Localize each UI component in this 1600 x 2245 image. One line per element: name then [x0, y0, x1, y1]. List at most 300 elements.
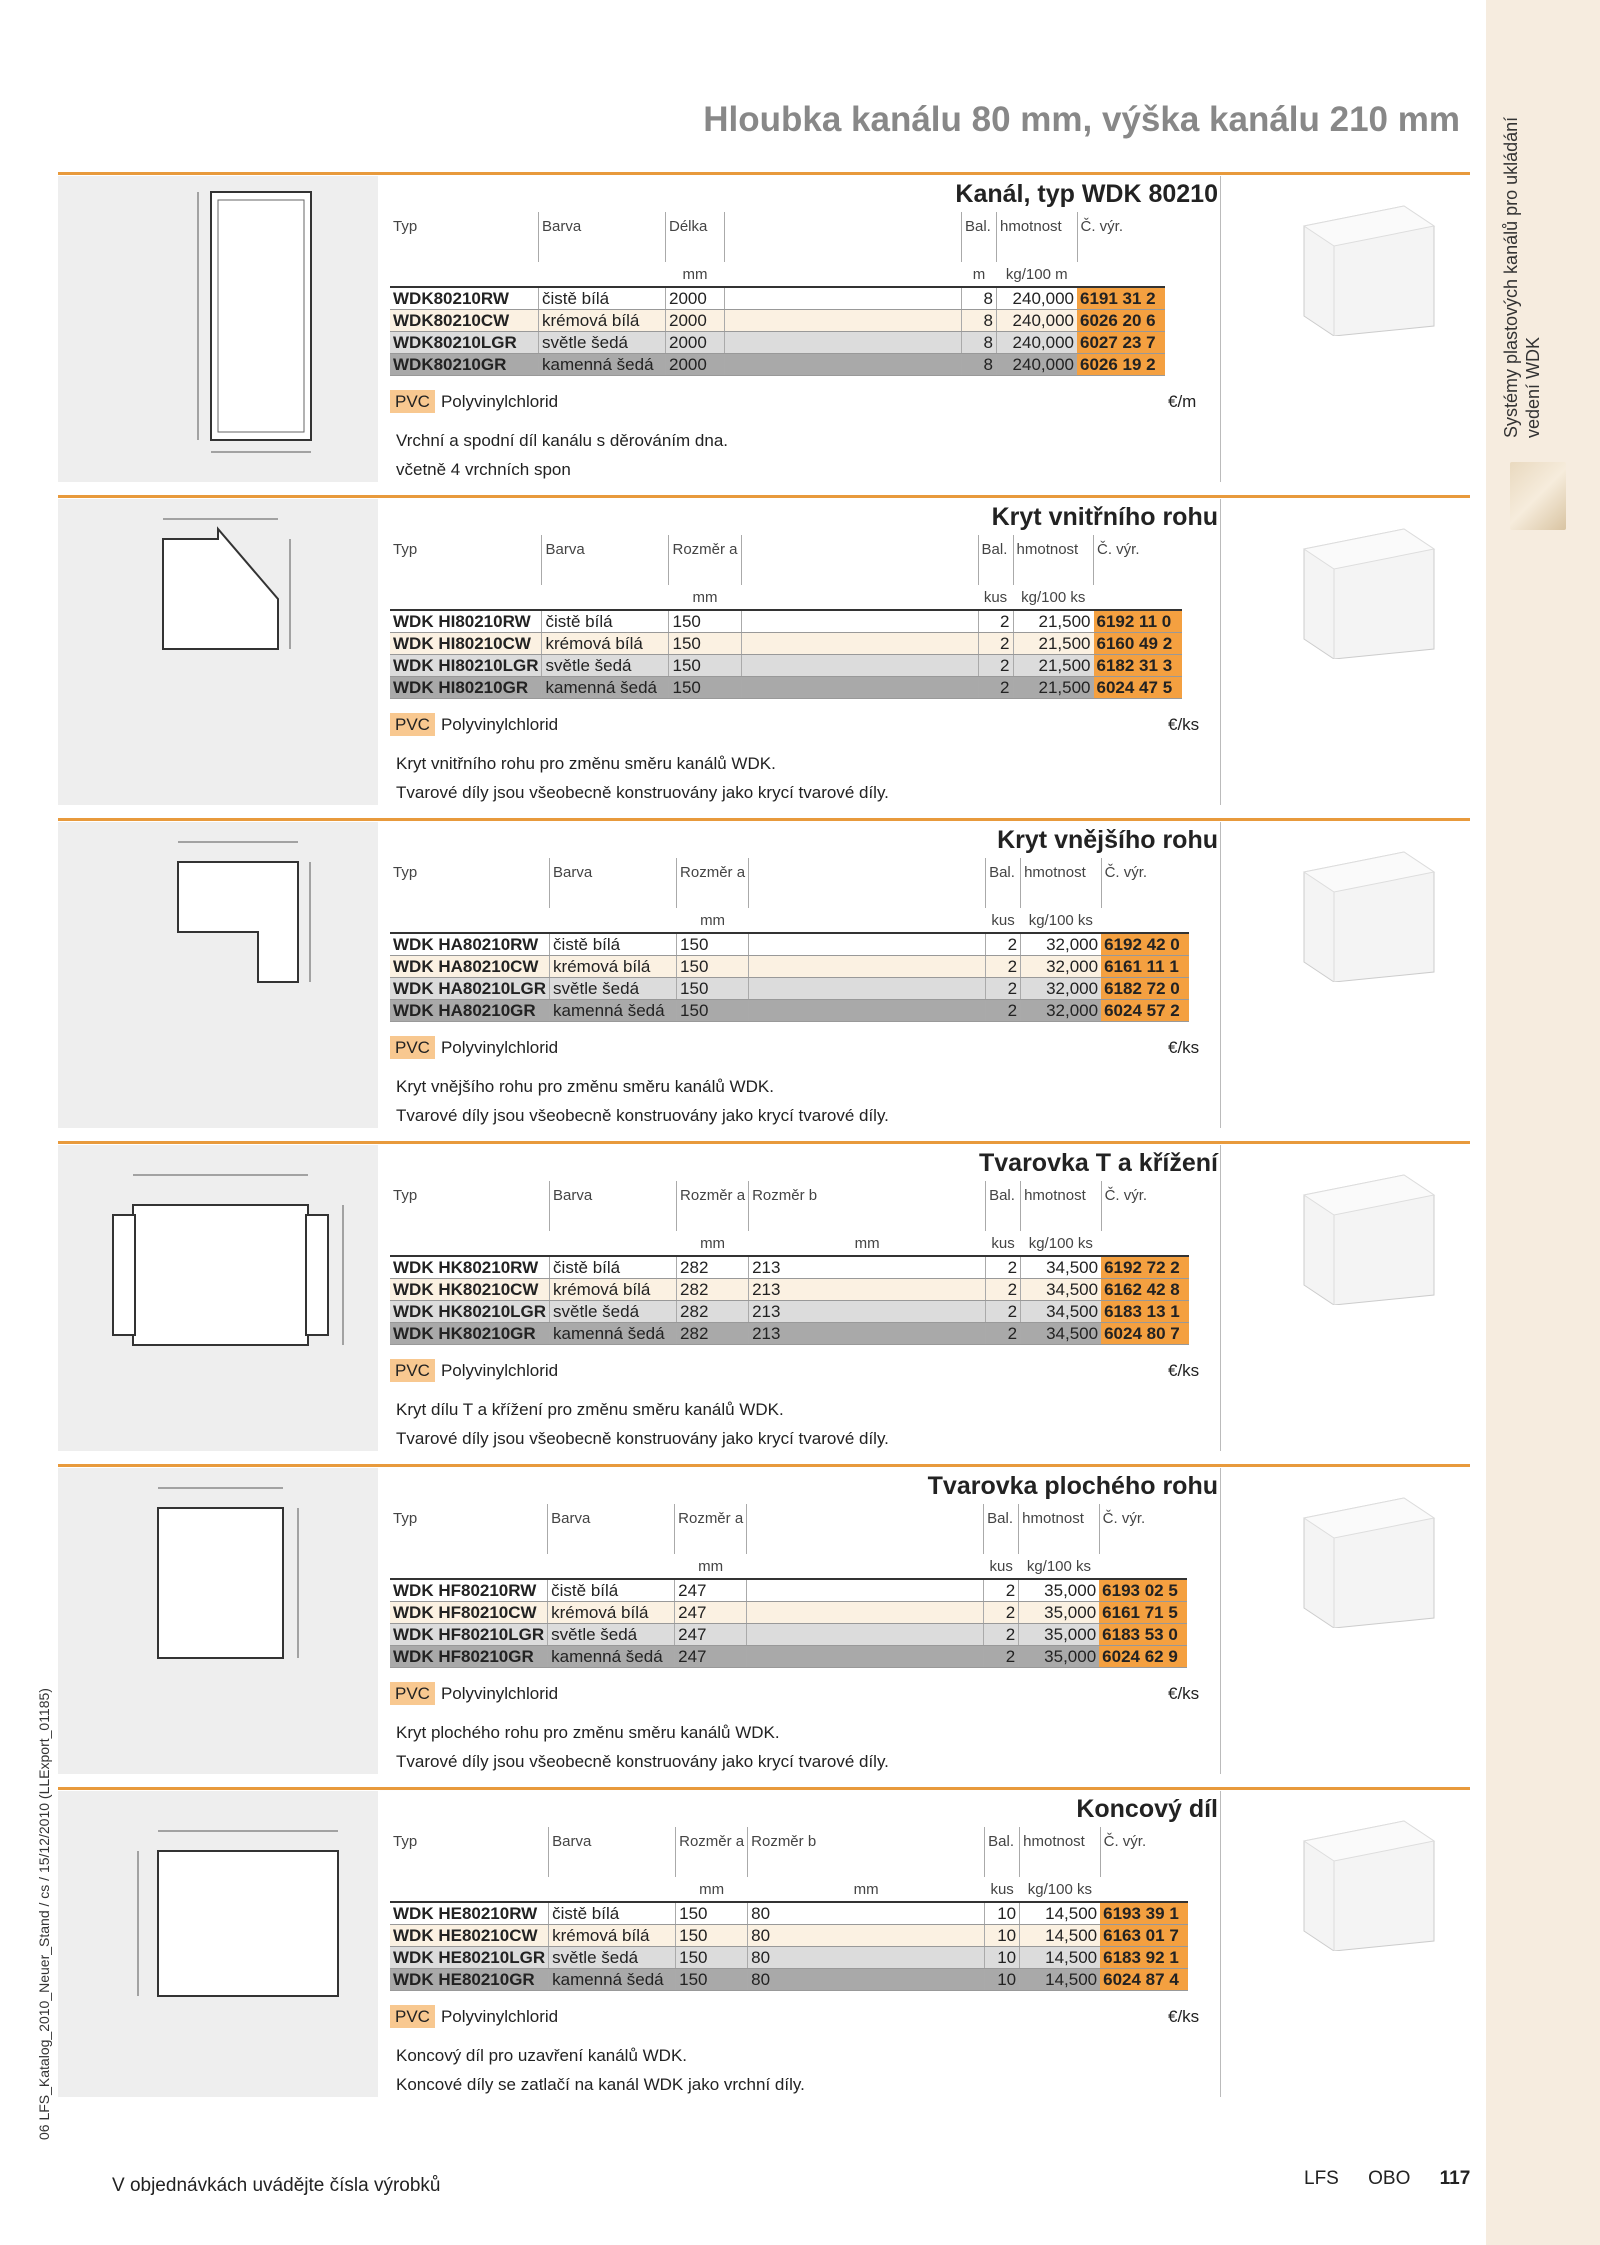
photo-divider	[1220, 1145, 1221, 1451]
dimension-b: 213	[749, 1323, 986, 1345]
weight: 35,000	[1019, 1602, 1100, 1624]
package-qty: 2	[986, 1279, 1021, 1301]
package-qty: 2	[986, 1256, 1021, 1279]
column-header: Rozměr a	[676, 1827, 748, 1877]
description-line: Vrchní a spodní díl kanálu s děrováním dna.	[396, 431, 729, 450]
column-header: hmotnost	[1021, 858, 1102, 908]
column-unit	[747, 1554, 984, 1579]
weight: 34,500	[1021, 1279, 1102, 1301]
column-header: Barva	[550, 1181, 677, 1231]
product-type: WDK HE80210CW	[390, 1925, 549, 1947]
weight: 14,500	[1020, 1947, 1101, 1969]
dimension-b	[749, 978, 986, 1000]
table-row	[390, 1579, 1187, 1602]
column-header: Typ	[393, 1833, 418, 1850]
column-unit: kus	[986, 1231, 1021, 1256]
dimension-a: 150	[676, 1925, 748, 1947]
section-title: Koncový díl	[1076, 1795, 1218, 1823]
product-type: WDK HK80210GR	[390, 1323, 550, 1345]
column-unit	[549, 1877, 676, 1902]
material-line	[390, 1361, 558, 1381]
column-unit: kus	[978, 585, 1013, 610]
table-row	[390, 1602, 1187, 1624]
package-qty: 8	[962, 332, 997, 354]
table-row	[390, 1902, 1188, 1925]
column-header: Rozměr b	[749, 1181, 986, 1231]
product-type: WDK HA80210LGR	[390, 978, 550, 1000]
side-label: Systémy plastových kanálů pro ukládání vedení WDK	[1501, 116, 1543, 438]
product-table	[390, 858, 1189, 1022]
package-qty: 8	[962, 354, 997, 376]
product-color: kamenná šedá	[550, 1000, 677, 1022]
package-qty: 2	[984, 1624, 1019, 1646]
table-row	[390, 1624, 1187, 1646]
article-number: 6193 39 1	[1100, 1902, 1188, 1925]
table-row	[390, 610, 1182, 633]
description	[396, 426, 728, 484]
article-number: 6192 42 0	[1101, 933, 1189, 956]
page-number: 117	[1439, 2168, 1471, 2189]
dimension-b: 80	[748, 1902, 985, 1925]
dimension-a: 150	[669, 633, 741, 655]
column-unit	[550, 1231, 677, 1256]
description-line: Koncové díly se zatlačí na kanál WDK jako vrchní díly.	[396, 2075, 805, 2094]
column-header: Rozměr b	[748, 1827, 985, 1877]
column-header: Typ	[393, 1510, 418, 1527]
product-color: světle šedá	[539, 332, 666, 354]
table-row	[390, 933, 1189, 956]
article-number: 6027 23 7	[1077, 332, 1165, 354]
price-unit: €/ks	[1168, 1038, 1200, 1057]
dimension-a: 2000	[666, 310, 725, 332]
column-header: Rozměr a	[669, 535, 741, 585]
article-number: 6192 72 2	[1101, 1256, 1189, 1279]
weight: 32,000	[1021, 1000, 1102, 1022]
table-row	[390, 287, 1165, 310]
product-color: kamenná šedá	[548, 1646, 675, 1668]
column-header: Barva	[548, 1504, 675, 1554]
technical-drawing	[58, 1145, 378, 1451]
weight: 35,000	[1019, 1624, 1100, 1646]
material-name: Polyvinylchlorid	[440, 1361, 559, 1380]
dimension-a: 150	[677, 933, 749, 956]
product-type: WDK HI80210LGR	[390, 655, 542, 677]
product-color: krémová bílá	[550, 956, 677, 978]
technical-drawing	[58, 1468, 378, 1774]
weight: 14,500	[1020, 1969, 1101, 1991]
product-type: WDK HF80210GR	[390, 1646, 548, 1668]
weight: 32,000	[1021, 978, 1102, 1000]
product-color: čistě bílá	[550, 933, 677, 956]
dimension-b	[749, 956, 986, 978]
dimension-a: 150	[676, 1969, 748, 1991]
section-divider	[58, 818, 1470, 821]
dimension-a: 2000	[666, 354, 725, 376]
product-photo	[1294, 509, 1444, 659]
column-unit: mm	[669, 585, 741, 610]
article-number: 6161 71 5	[1099, 1602, 1187, 1624]
dimension-b: 213	[749, 1279, 986, 1301]
price-unit: €/ks	[1168, 2007, 1200, 2026]
column-unit: kg/100 ks	[1021, 908, 1102, 933]
column-header: Rozměr a	[677, 1181, 749, 1231]
product-color: krémová bílá	[548, 1602, 675, 1624]
table-row	[390, 1301, 1189, 1323]
package-qty: 2	[978, 633, 1013, 655]
dimension-b: 80	[748, 1947, 985, 1969]
product-type: WDK80210GR	[390, 354, 539, 376]
package-qty: 2	[978, 610, 1013, 633]
article-number: 6183 92 1	[1100, 1947, 1188, 1969]
package-qty: 2	[986, 1301, 1021, 1323]
section-divider	[58, 1787, 1470, 1790]
column-header: Č. výr.	[1077, 212, 1165, 262]
description	[396, 749, 889, 807]
package-qty: 2	[986, 956, 1021, 978]
column-unit: mm	[676, 1877, 748, 1902]
section-title: Kryt vnitřního rohu	[991, 503, 1218, 531]
column-header: Č. výr.	[1094, 535, 1182, 585]
product-photo	[1294, 1801, 1444, 1951]
table-row	[390, 956, 1189, 978]
dimension-b	[747, 1646, 984, 1668]
article-number: 6026 19 2	[1077, 354, 1165, 376]
product-type: WDK HA80210RW	[390, 933, 550, 956]
table-row	[390, 978, 1189, 1000]
description-line: Tvarové díly jsou všeobecně konstruovány jako krycí tvarové díly.	[396, 1429, 889, 1448]
column-unit	[1101, 908, 1189, 933]
column-unit	[390, 262, 539, 287]
column-unit: mm	[675, 1554, 747, 1579]
weight: 35,000	[1019, 1646, 1100, 1668]
weight: 14,500	[1020, 1925, 1101, 1947]
column-header: Č. výr.	[1101, 1181, 1189, 1231]
column-header: Délka	[666, 212, 725, 262]
column-unit: kus	[984, 1554, 1019, 1579]
weight: 240,000	[997, 310, 1078, 332]
description	[396, 2041, 805, 2099]
product-color: krémová bílá	[549, 1925, 676, 1947]
table-row	[390, 1323, 1189, 1345]
article-number: 6183 53 0	[1099, 1624, 1187, 1646]
product-color: kamenná šedá	[550, 1323, 677, 1345]
column-unit	[390, 908, 550, 933]
product-section	[58, 818, 1470, 1136]
article-number: 6182 31 3	[1094, 655, 1182, 677]
dimension-a: 282	[677, 1301, 749, 1323]
article-number: 6183 13 1	[1101, 1301, 1189, 1323]
material-line	[390, 715, 558, 735]
product-color: čistě bílá	[542, 610, 669, 633]
dimension-b	[741, 633, 978, 655]
product-color: čistě bílá	[548, 1579, 675, 1602]
column-unit: kus	[986, 908, 1021, 933]
column-unit	[390, 1877, 549, 1902]
dimension-b: 80	[748, 1925, 985, 1947]
weight: 21,500	[1013, 655, 1094, 677]
dimension-a: 247	[675, 1602, 747, 1624]
package-qty: 2	[984, 1646, 1019, 1668]
technical-drawing	[58, 822, 378, 1128]
column-header: Typ	[393, 864, 418, 881]
dimension-b	[741, 655, 978, 677]
description	[396, 1395, 889, 1453]
dimension-b	[749, 1000, 986, 1022]
product-color: kamenná šedá	[539, 354, 666, 376]
product-type: WDK HK80210RW	[390, 1256, 550, 1279]
package-qty: 8	[962, 287, 997, 310]
package-qty: 8	[962, 310, 997, 332]
section-title: Tvarovka plochého rohu	[927, 1472, 1218, 1500]
table-row	[390, 655, 1182, 677]
dimension-a: 247	[675, 1624, 747, 1646]
product-color: krémová bílá	[550, 1279, 677, 1301]
column-header: Bal.	[986, 1181, 1021, 1231]
column-unit: kg/100 m	[997, 262, 1078, 287]
weight: 21,500	[1013, 677, 1094, 699]
product-table	[390, 535, 1182, 699]
photo-divider	[1220, 176, 1221, 482]
dimension-b	[747, 1579, 984, 1602]
column-unit	[1099, 1554, 1187, 1579]
product-table	[390, 1181, 1189, 1345]
column-unit	[550, 908, 677, 933]
description-line: Koncový díl pro uzavření kanálů WDK.	[396, 2046, 688, 2065]
product-type: WDK HE80210RW	[390, 1902, 549, 1925]
article-number: 6191 31 2	[1077, 287, 1165, 310]
technical-drawing	[58, 176, 378, 482]
article-number: 6163 01 7	[1100, 1925, 1188, 1947]
weight: 240,000	[997, 287, 1078, 310]
dimension-b	[747, 1624, 984, 1646]
description-line: Kryt dílu T a křížení pro změnu směru kanálů WDK.	[396, 1400, 784, 1419]
column-header: hmotnost	[1020, 1827, 1101, 1877]
product-color: čistě bílá	[549, 1902, 676, 1925]
column-header	[741, 535, 978, 585]
dimension-b	[725, 332, 962, 354]
dimension-b: 213	[749, 1301, 986, 1323]
dimension-a: 150	[669, 677, 741, 699]
column-unit	[390, 1554, 548, 1579]
column-header: Rozměr a	[677, 858, 749, 908]
product-type: WDK HI80210CW	[390, 633, 542, 655]
dimension-b	[725, 310, 962, 332]
package-qty: 2	[978, 655, 1013, 677]
material-tag: PVC	[390, 1359, 435, 1382]
material-line	[390, 392, 558, 412]
column-unit: m	[962, 262, 997, 287]
description-line: Kryt vnitřního rohu pro změnu směru kanálů WDK.	[396, 754, 776, 773]
dimension-a: 282	[677, 1256, 749, 1279]
description-line: Tvarové díly jsou všeobecně konstruovány jako krycí tvarové díly.	[396, 783, 889, 802]
article-number: 6193 02 5	[1099, 1579, 1187, 1602]
weight: 35,000	[1019, 1579, 1100, 1602]
weight: 14,500	[1020, 1902, 1101, 1925]
column-header: hmotnost	[1021, 1181, 1102, 1231]
dimension-a: 150	[669, 655, 741, 677]
article-number: 6024 57 2	[1101, 1000, 1189, 1022]
dimension-a: 150	[669, 610, 741, 633]
dimension-b	[725, 354, 962, 376]
product-section	[58, 495, 1470, 813]
section-title: Tvarovka T a křížení	[978, 1149, 1218, 1177]
weight: 34,500	[1021, 1256, 1102, 1279]
product-color: světle šedá	[548, 1624, 675, 1646]
page-title: Hloubka kanálu 80 mm, výška kanálu 210 mm	[703, 100, 1460, 139]
product-type: WDK HF80210RW	[390, 1579, 548, 1602]
product-color: čistě bílá	[550, 1256, 677, 1279]
article-number: 6026 20 6	[1077, 310, 1165, 332]
product-photo	[1294, 1478, 1444, 1628]
article-number: 6024 87 4	[1100, 1969, 1188, 1991]
table-row	[390, 310, 1165, 332]
column-unit	[1094, 585, 1182, 610]
column-unit: mm	[748, 1877, 985, 1902]
material-line	[390, 1684, 558, 1704]
column-header: Bal.	[962, 212, 997, 262]
product-type: WDK80210LGR	[390, 332, 539, 354]
dimension-b	[747, 1602, 984, 1624]
article-number: 6162 42 8	[1101, 1279, 1189, 1301]
product-type: WDK HE80210LGR	[390, 1947, 549, 1969]
material-tag: PVC	[390, 713, 435, 736]
product-type: WDK HA80210GR	[390, 1000, 550, 1022]
table-row	[390, 1279, 1189, 1301]
package-qty: 10	[985, 1925, 1020, 1947]
description-line: Kryt vnějšího rohu pro změnu směru kanálů WDK.	[396, 1077, 774, 1096]
column-header: Č. výr.	[1100, 1827, 1188, 1877]
product-section	[58, 172, 1470, 490]
section-divider	[58, 495, 1470, 498]
column-unit	[1101, 1231, 1189, 1256]
table-row	[390, 1256, 1189, 1279]
description	[396, 1072, 889, 1130]
product-type: WDK HK80210CW	[390, 1279, 550, 1301]
material-name: Polyvinylchlorid	[440, 1684, 559, 1703]
product-table	[390, 1504, 1187, 1668]
price-unit: €/m	[1168, 392, 1197, 411]
material-tag: PVC	[390, 390, 435, 413]
photo-divider	[1220, 1468, 1221, 1774]
table-row	[390, 633, 1182, 655]
column-header: Typ	[393, 541, 418, 558]
material-name: Polyvinylchlorid	[440, 715, 559, 734]
technical-drawing	[58, 499, 378, 805]
table-row	[390, 1925, 1188, 1947]
product-photo	[1294, 1155, 1444, 1305]
price-unit: €/ks	[1168, 1361, 1200, 1380]
column-header: Barva	[539, 212, 666, 262]
material-name: Polyvinylchlorid	[440, 392, 559, 411]
price-unit: €/ks	[1168, 715, 1200, 734]
column-header	[725, 212, 962, 262]
column-unit: kg/100 ks	[1021, 1231, 1102, 1256]
product-photo	[1294, 186, 1444, 336]
table-row	[390, 332, 1165, 354]
column-unit	[725, 262, 962, 287]
column-unit	[1077, 262, 1165, 287]
column-header	[747, 1504, 984, 1554]
section-divider	[58, 1141, 1470, 1144]
product-section	[58, 1141, 1470, 1459]
product-type: WDK HF80210CW	[390, 1602, 548, 1624]
product-color: světle šedá	[550, 1301, 677, 1323]
column-unit	[749, 908, 986, 933]
column-header	[749, 858, 986, 908]
column-header: Rozměr a	[675, 1504, 747, 1554]
weight: 32,000	[1021, 933, 1102, 956]
column-unit: mm	[677, 1231, 749, 1256]
column-header: Barva	[550, 858, 677, 908]
column-unit: kus	[985, 1877, 1020, 1902]
package-qty: 10	[985, 1902, 1020, 1925]
product-color: světle šedá	[550, 978, 677, 1000]
article-number: 6192 11 0	[1094, 610, 1182, 633]
dimension-b	[741, 610, 978, 633]
article-number: 6024 47 5	[1094, 677, 1182, 699]
photo-divider	[1220, 822, 1221, 1128]
category-thumbnail	[1510, 462, 1566, 530]
weight: 34,500	[1021, 1323, 1102, 1345]
dimension-a: 150	[677, 978, 749, 1000]
technical-drawing	[58, 1791, 378, 2097]
dimension-a: 282	[677, 1323, 749, 1345]
product-color: světle šedá	[542, 655, 669, 677]
section-title: Kanál, typ WDK 80210	[955, 180, 1218, 208]
column-header: hmotnost	[1013, 535, 1094, 585]
material-tag: PVC	[390, 1682, 435, 1705]
product-type: WDK80210CW	[390, 310, 539, 332]
dimension-a: 150	[677, 956, 749, 978]
dimension-b: 80	[748, 1969, 985, 1991]
column-header: Typ	[393, 1187, 418, 1204]
description-line: Tvarové díly jsou všeobecně konstruovány jako krycí tvarové díly.	[396, 1752, 889, 1771]
section-divider	[58, 1464, 1470, 1467]
dimension-a: 247	[675, 1646, 747, 1668]
weight: 240,000	[997, 332, 1078, 354]
product-photo	[1294, 832, 1444, 982]
footer-brand-obo: OBO	[1368, 2168, 1411, 2189]
photo-divider	[1220, 499, 1221, 805]
product-table	[390, 1827, 1188, 1991]
column-unit	[548, 1554, 675, 1579]
description-line: Kryt plochého rohu pro změnu směru kanálů WDK.	[396, 1723, 780, 1742]
column-unit: mm	[666, 262, 725, 287]
column-unit	[542, 585, 669, 610]
column-unit: mm	[749, 1231, 986, 1256]
weight: 240,000	[997, 354, 1078, 376]
description	[396, 1718, 889, 1776]
dimension-a: 282	[677, 1279, 749, 1301]
material-name: Polyvinylchlorid	[440, 1038, 559, 1057]
material-tag: PVC	[390, 1036, 435, 1059]
product-color: kamenná šedá	[542, 677, 669, 699]
dimension-b	[725, 287, 962, 310]
dimension-a: 247	[675, 1579, 747, 1602]
product-section	[58, 1787, 1470, 2105]
weight: 32,000	[1021, 956, 1102, 978]
product-color: kamenná šedá	[549, 1969, 676, 1991]
package-qty: 2	[978, 677, 1013, 699]
column-header: Barva	[549, 1827, 676, 1877]
column-header: Č. výr.	[1101, 858, 1189, 908]
material-line	[390, 2007, 558, 2027]
article-number: 6160 49 2	[1094, 633, 1182, 655]
column-header: Bal.	[986, 858, 1021, 908]
product-table	[390, 212, 1165, 376]
column-unit	[390, 585, 542, 610]
package-qty: 2	[986, 978, 1021, 1000]
